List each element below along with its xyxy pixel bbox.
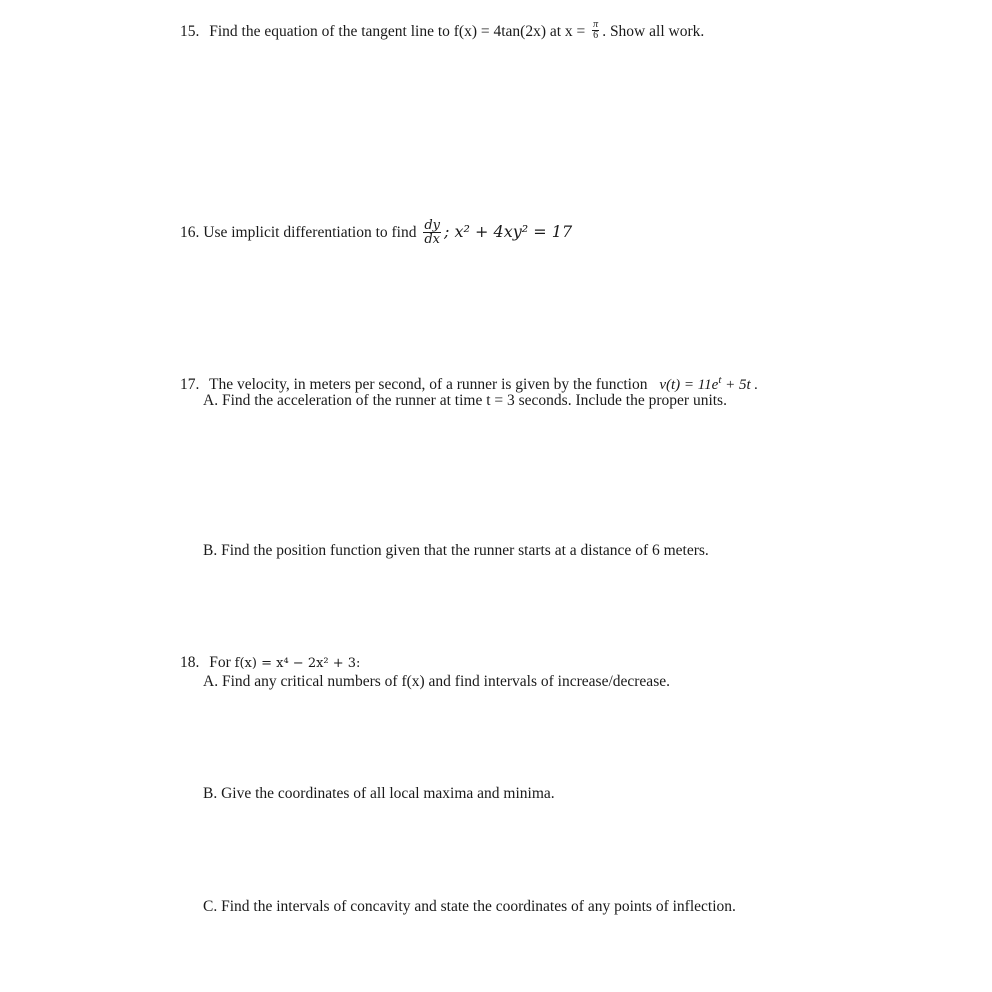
question-intro: For [209, 654, 231, 671]
fraction-denominator: 6 [593, 30, 599, 41]
question-text: The velocity, in meters per second, of a runner is given by the function [208, 376, 648, 393]
formula-rhs: + 5t . [721, 377, 759, 393]
question-number: 18. [180, 654, 200, 671]
fraction-numerator: π [593, 19, 599, 30]
question-text-end: . Show all work. [602, 23, 705, 41]
question-18 [180, 653, 360, 674]
question-15 [180, 19, 705, 43]
question-18-part-b: B. Give the coordinates of all local maxima and minima. [203, 785, 555, 802]
fraction-dy-dx [423, 219, 441, 246]
question-17-part-a: A. Find the acceleration of the runner at time t = 3 seconds. Include the proper units. [203, 392, 727, 409]
formula-exponent: t [718, 374, 722, 386]
question-text: Find the equation of the tangent line to f(x) = 4tan(2x) at x = [209, 23, 586, 41]
fraction-denominator: dx [424, 232, 441, 247]
question-number: 17. [180, 376, 200, 393]
question-18-part-a: A. Find any critical numbers of f(x) and find intervals of increase/decrease. [203, 673, 670, 690]
question-16 [180, 220, 572, 247]
question-number: 16. [180, 224, 200, 242]
equation: ; x² + 4xy² = 17 [444, 222, 573, 242]
question-18-part-c: C. Find the intervals of concavity and state the coordinates of any points of inflection. [203, 898, 736, 915]
question-number: 15. [180, 23, 200, 41]
fraction-pi-over-6 [592, 20, 599, 41]
question-17-part-b: B. Find the position function given that the runner starts at a distance of 6 meters. [203, 542, 709, 559]
question-text: Use implicit differentiation to find [203, 224, 417, 242]
function-definition: f(x) = x⁴ − 2x² + 3: [234, 656, 361, 671]
formula-lhs: v(t) = 11e [659, 377, 719, 393]
fraction-numerator: dy [424, 218, 441, 233]
